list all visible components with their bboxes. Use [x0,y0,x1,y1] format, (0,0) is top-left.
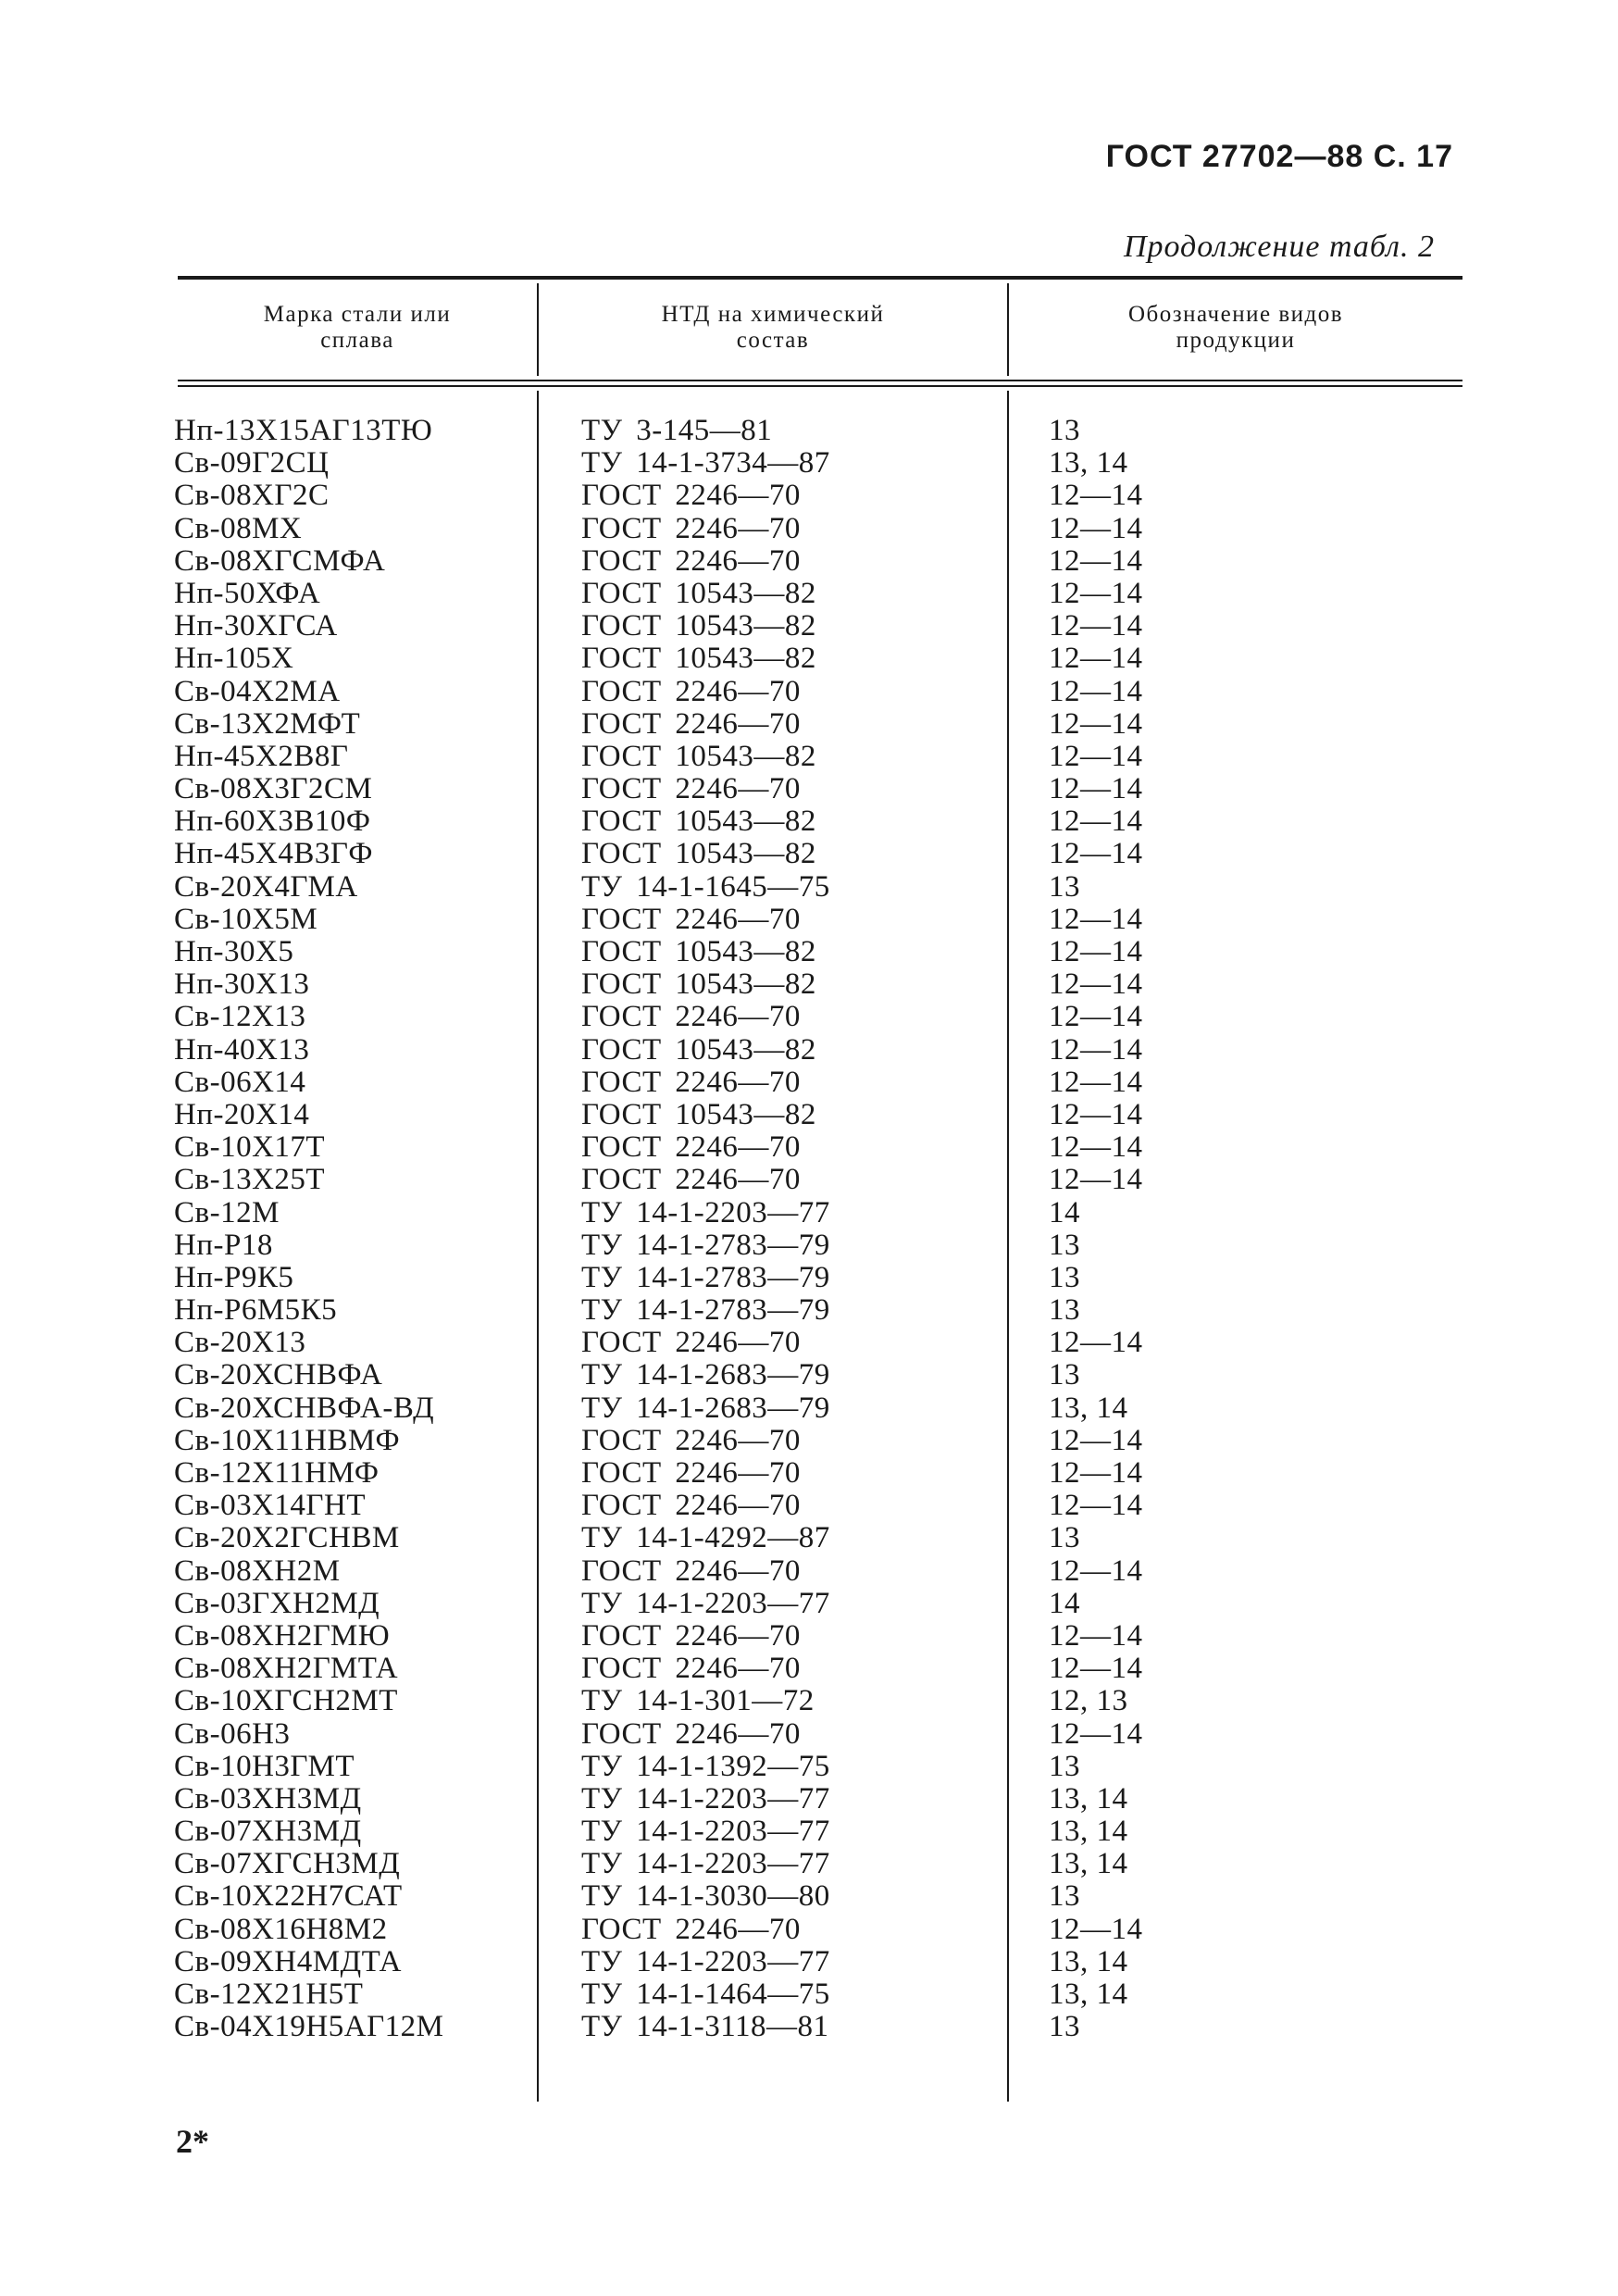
cell-products: 12—14 [1049,967,1143,1002]
cell-grade: Св-06Н3 [174,1716,291,1751]
cell-products: 14 [1049,1195,1080,1229]
cell-products: 12—14 [1049,772,1143,806]
header-double-rule [178,380,1462,381]
cell-products: 12—14 [1049,935,1143,968]
table-row [0,1880,1618,1913]
cell-grade: Нп-60Х3В10Ф [174,805,371,839]
cell-grade: Св-03ХН3МД [174,1781,362,1816]
cell-ntd: ГОСТ 2246—70 [581,1912,801,1946]
cell-products: 12—14 [1049,674,1143,708]
table-row [0,1229,1618,1262]
cell-ntd: ГОСТ 10543—82 [581,935,816,968]
table-body [0,415,1618,2043]
cell-products: 13, 14 [1049,1847,1128,1881]
table-row [0,1588,1618,1620]
cell-products: 12—14 [1049,1065,1143,1099]
cell-grade: Св-06Х14 [174,1065,306,1099]
cell-ntd: ГОСТ 10543—82 [581,805,816,839]
cell-grade: Нп-45Х2В8Г [174,739,349,773]
cell-grade: Св-13Х25Т [174,1163,326,1197]
cell-grade: Нп-20Х14 [174,1097,310,1131]
cell-grade: Св-03Х14ГНТ [174,1489,366,1523]
cell-ntd: ГОСТ 2246—70 [581,543,801,578]
cell-grade: Нп-40Х13 [174,1032,310,1067]
table-row [0,805,1618,838]
cell-products: 12—14 [1049,1097,1143,1131]
table-row [0,773,1618,805]
table-row [0,1522,1618,1554]
table-row [0,1294,1618,1327]
table-row [0,643,1618,675]
cell-grade: Св-20Х2ГСНВМ [174,1521,400,1555]
cell-ntd: ГОСТ 2246—70 [581,1489,801,1523]
table-row [0,1848,1618,1880]
table-row [0,708,1618,741]
cell-ntd: ТУ 14-1-2683—79 [581,1358,830,1392]
cell-grade: Нп-30ХГСА [174,609,338,643]
cell-products: 12—14 [1049,739,1143,773]
cell-ntd: ГОСТ 2246—70 [581,902,801,936]
cell-grade: Св-08ХГСМФА [174,543,386,578]
table-row [0,1555,1618,1588]
cell-ntd: ГОСТ 2246—70 [581,1618,801,1653]
cell-products: 13, 14 [1049,1781,1128,1816]
table-row [0,1457,1618,1490]
cell-ntd: ТУ 14-1-2203—77 [581,1195,830,1229]
cell-grade: Св-04Х19Н5АГ12М [174,2010,444,2044]
cell-ntd: ГОСТ 2246—70 [581,1163,801,1197]
cell-products: 12—14 [1049,1326,1143,1360]
cell-products: 13 [1049,1521,1080,1555]
cell-products: 13 [1049,1260,1080,1294]
cell-products: 12—14 [1049,1716,1143,1751]
table-row [0,610,1618,643]
cell-products: 12—14 [1049,511,1143,545]
cell-grade: Св-09ХН4МДТА [174,1944,402,1978]
cell-grade: Нп-45Х4В3ГФ [174,837,373,871]
cell-grade: Св-10Н3ГМТ [174,1749,355,1783]
cell-products: 12—14 [1049,902,1143,936]
cell-grade: Св-08ХГ2С [174,479,330,513]
table-row [0,1392,1618,1425]
table-row [0,1197,1618,1229]
cell-ntd: ГОСТ 2246—70 [581,674,801,708]
column-header-grade: Марка стали или сплава [263,302,452,353]
table-row [0,904,1618,936]
table-row [0,838,1618,870]
cell-grade: Св-12Х21Н5Т [174,1978,364,2011]
cell-products: 12—14 [1049,1652,1143,1686]
cell-grade: Св-10Х22Н7САТ [174,1879,403,1914]
cell-ntd: ТУ 14-1-2683—79 [581,1391,830,1425]
cell-ntd: ГОСТ 10543—82 [581,1097,816,1131]
cell-products: 13 [1049,2010,1080,2044]
page-header: ГОСТ 27702—88 С. 17 [1105,139,1453,174]
table-row [0,1783,1618,1816]
cell-ntd: ТУ 14-1-1645—75 [581,869,830,904]
cell-grade: Св-10ХГСН2МТ [174,1684,398,1718]
cell-ntd: ГОСТ 2246—70 [581,772,801,806]
table-row [0,1034,1618,1067]
table-row [0,1425,1618,1457]
cell-products: 12—14 [1049,576,1143,610]
cell-products: 12—14 [1049,1130,1143,1165]
table-row [0,1946,1618,1978]
cell-products: 12—14 [1049,805,1143,839]
cell-ntd: ГОСТ 2246—70 [581,1000,801,1034]
table-row [0,1131,1618,1164]
cell-ntd: ТУ 14-1-3118—81 [581,2010,829,2044]
cell-grade: Св-07ХГСН3МД [174,1847,401,1881]
cell-ntd: ТУ 14-1-2783—79 [581,1293,830,1328]
cell-ntd: ГОСТ 2246—70 [581,511,801,545]
cell-ntd: ТУ 14-1-1464—75 [581,1978,830,2011]
table-row [0,1490,1618,1522]
table-row [0,1816,1618,1848]
table-top-rule [178,276,1462,280]
table-row [0,1620,1618,1653]
cell-ntd: ТУ 14-1-2203—77 [581,1847,830,1881]
cell-products: 13, 14 [1049,1944,1128,1978]
table-row [0,1327,1618,1359]
cell-products: 13, 14 [1049,1815,1128,1849]
column-header-ntd: НТД на химический состав [661,302,885,353]
cell-products: 12—14 [1049,706,1143,741]
cell-ntd: ТУ 14-1-1392—75 [581,1749,830,1783]
cell-ntd: ГОСТ 2246—70 [581,1456,801,1490]
table-row [0,578,1618,610]
header-double-rule [178,385,1462,387]
cell-grade: Св-08Х3Г2СМ [174,772,373,806]
cell-ntd: ГОСТ 2246—70 [581,1065,801,1099]
cell-products: 12—14 [1049,1554,1143,1588]
cell-grade: Св-09Г2СЦ [174,446,330,480]
cell-products: 13 [1049,1879,1080,1914]
table-row [0,1718,1618,1751]
cell-ntd: ТУ 14-1-2203—77 [581,1815,830,1849]
cell-products: 13, 14 [1049,446,1128,480]
cell-products: 12—14 [1049,1423,1143,1457]
table-row [0,2011,1618,2043]
cell-products: 12—14 [1049,479,1143,513]
cell-ntd: ГОСТ 2246—70 [581,1716,801,1751]
cell-products: 12—14 [1049,1489,1143,1523]
cell-grade: Св-10Х11НВМФ [174,1423,401,1457]
table-row [0,415,1618,447]
cell-ntd: ТУ 14-1-301—72 [581,1684,815,1718]
cell-grade: Св-13Х2МФТ [174,706,361,741]
cell-ntd: ГОСТ 10543—82 [581,837,816,871]
cell-ntd: ГОСТ 2246—70 [581,1326,801,1360]
cell-grade: Св-10Х5М [174,902,318,936]
cell-ntd: ТУ 14-1-3734—87 [581,446,830,480]
cell-grade: Св-12Х11НМФ [174,1456,380,1490]
table-row [0,513,1618,545]
cell-products: 12—14 [1049,543,1143,578]
cell-products: 12—14 [1049,642,1143,676]
cell-grade: Св-08ХН2М [174,1554,341,1588]
table-row [0,1685,1618,1717]
table-row [0,480,1618,512]
cell-products: 13 [1049,1358,1080,1392]
cell-grade: Св-08МХ [174,511,303,545]
table-row [0,676,1618,708]
table-row [0,741,1618,773]
table-row [0,1914,1618,1946]
cell-products: 12—14 [1049,609,1143,643]
table-row [0,1164,1618,1196]
cell-ntd: ТУ 3-145—81 [581,414,773,447]
table-row [0,545,1618,578]
cell-products: 13 [1049,1228,1080,1262]
cell-grade: Св-20Х4ГМА [174,869,358,904]
cell-ntd: ТУ 14-1-2203—77 [581,1781,830,1816]
cell-ntd: ГОСТ 2246—70 [581,706,801,741]
cell-ntd: ТУ 14-1-4292—87 [581,1521,830,1555]
cell-products: 12—14 [1049,1163,1143,1197]
cell-grade: Нп-Р18 [174,1228,273,1262]
table-row [0,968,1618,1001]
cell-ntd: ГОСТ 10543—82 [581,609,816,643]
cell-ntd: ГОСТ 10543—82 [581,576,816,610]
cell-grade: Нп-30Х5 [174,935,294,968]
cell-products: 12—14 [1049,1912,1143,1946]
table-row [0,1262,1618,1294]
cell-ntd: ГОСТ 2246—70 [581,1554,801,1588]
table-row [0,1001,1618,1033]
cell-ntd: ГОСТ 10543—82 [581,967,816,1002]
cell-ntd: ТУ 14-1-3030—80 [581,1879,830,1914]
cell-ntd: ГОСТ 2246—70 [581,1652,801,1686]
cell-ntd: ТУ 14-1-2203—77 [581,1944,830,1978]
page-footer: 2* [176,2123,209,2160]
cell-products: 13, 14 [1049,1391,1128,1425]
cell-products: 13 [1049,1293,1080,1328]
cell-products: 12—14 [1049,837,1143,871]
table-row [0,1653,1618,1685]
cell-products: 12, 13 [1049,1684,1128,1718]
cell-grade: Св-20ХСНВФА [174,1358,383,1392]
table-row [0,1099,1618,1131]
table-row [0,1359,1618,1391]
cell-products: 13, 14 [1049,1978,1128,2011]
cell-grade: Св-12Х13 [174,1000,306,1034]
cell-ntd: ГОСТ 10543—82 [581,739,816,773]
cell-grade: Св-07ХН3МД [174,1815,362,1849]
cell-grade: Св-08Х16Н8М2 [174,1912,388,1946]
cell-grade: Св-04Х2МА [174,674,341,708]
cell-products: 13 [1049,414,1080,447]
cell-grade: Нп-Р6М5К5 [174,1293,338,1328]
cell-grade: Св-03ГХН2МД [174,1586,380,1620]
cell-ntd: ТУ 14-1-2783—79 [581,1260,830,1294]
cell-grade: Св-20Х13 [174,1326,306,1360]
cell-grade: Св-08ХН2ГМЮ [174,1618,391,1653]
table-row [0,936,1618,968]
cell-grade: Св-08ХН2ГМТА [174,1652,399,1686]
table-row [0,447,1618,480]
table-row [0,1978,1618,2011]
cell-ntd: ГОСТ 2246—70 [581,1423,801,1457]
table-row [0,1067,1618,1099]
cell-products: 12—14 [1049,1456,1143,1490]
cell-products: 13 [1049,869,1080,904]
table-row [0,871,1618,904]
cell-ntd: ТУ 14-1-2783—79 [581,1228,830,1262]
cell-products: 12—14 [1049,1618,1143,1653]
cell-grade: Св-10Х17Т [174,1130,326,1165]
column-header-products: Обозначение видов продукции [1127,302,1344,353]
table-row [0,1751,1618,1783]
cell-ntd: ГОСТ 2246—70 [581,479,801,513]
cell-products: 14 [1049,1586,1080,1620]
cell-grade: Нп-30Х13 [174,967,310,1002]
cell-ntd: ГОСТ 10543—82 [581,1032,816,1067]
cell-products: 12—14 [1049,1000,1143,1034]
cell-grade: Нп-50ХФА [174,576,321,610]
table-caption: Продолжение табл. 2 [1123,230,1435,264]
cell-ntd: ГОСТ 2246—70 [581,1130,801,1165]
cell-grade: Нп-13Х15АГ13ТЮ [174,414,433,447]
cell-products: 13 [1049,1749,1080,1783]
cell-ntd: ГОСТ 10543—82 [581,642,816,676]
cell-grade: Св-20ХСНВФА-ВД [174,1391,435,1425]
cell-grade: Нп-Р9К5 [174,1260,294,1294]
cell-products: 12—14 [1049,1032,1143,1067]
cell-ntd: ТУ 14-1-2203—77 [581,1586,830,1620]
cell-grade: Нп-105Х [174,642,294,676]
cell-grade: Св-12М [174,1195,280,1229]
